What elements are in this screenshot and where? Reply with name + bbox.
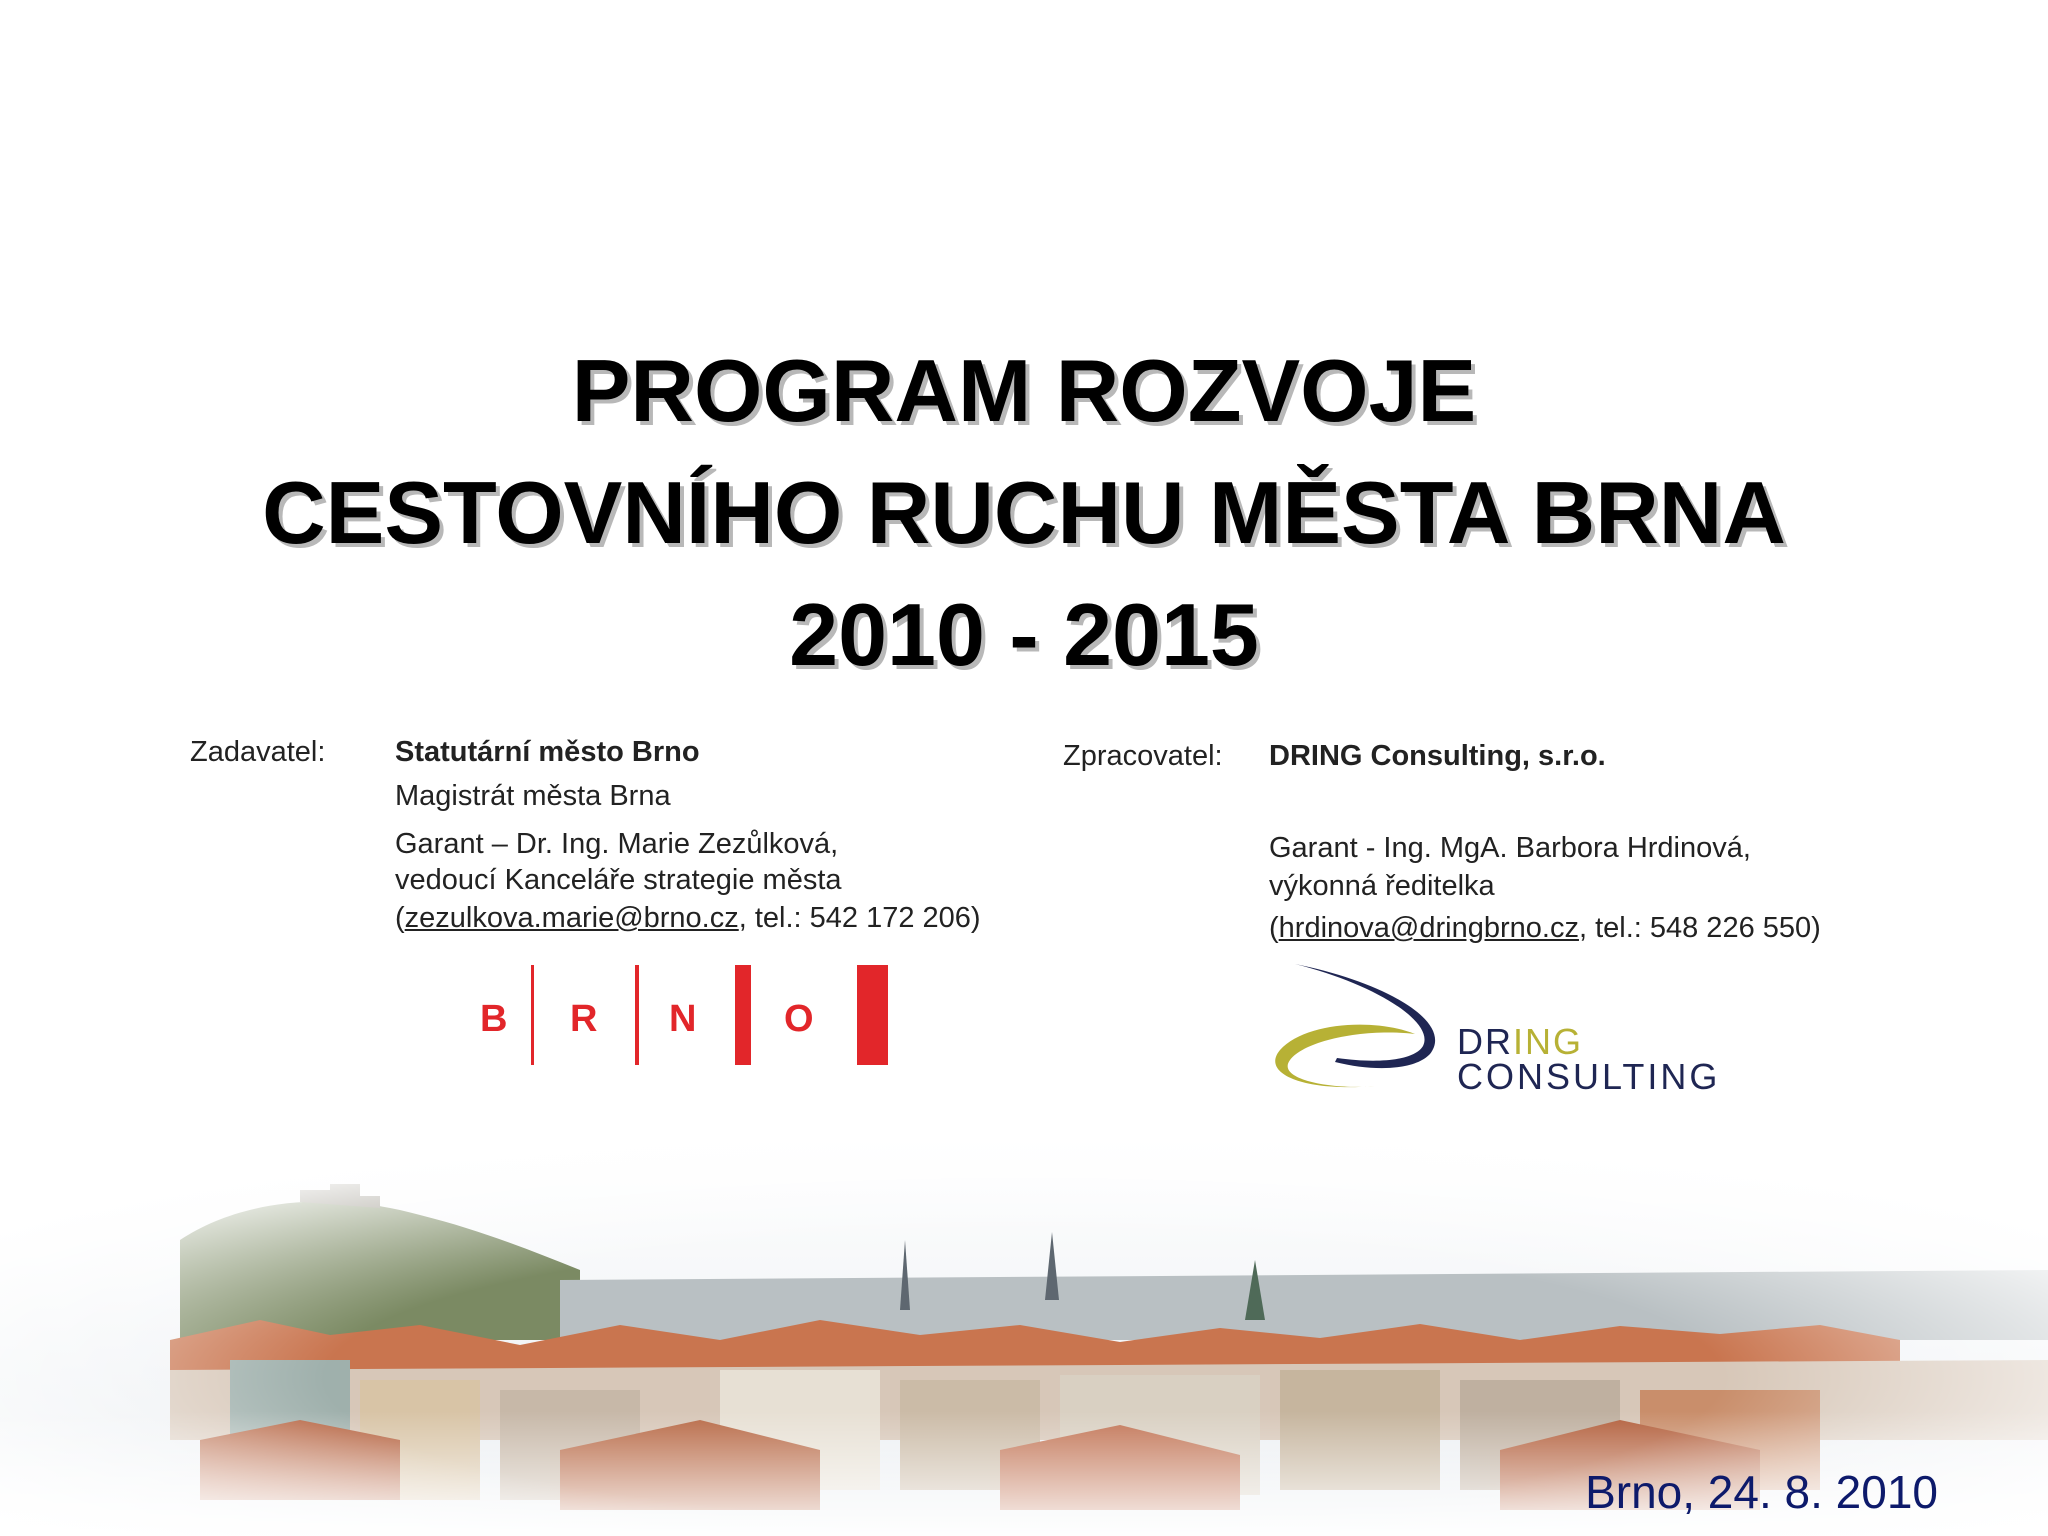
brno-logo-bar-1 bbox=[531, 965, 534, 1065]
client-block bbox=[190, 736, 1050, 936]
processor-email-link[interactable]: hrdinova@dringbrno.cz bbox=[1278, 912, 1579, 944]
processor-guarantor: Garant - Ing. MgA. Barbora Hrdinová, bbox=[1269, 832, 1751, 864]
brno-logo-letter-b: B bbox=[480, 998, 508, 1040]
brno-logo-bar-2 bbox=[635, 965, 639, 1065]
client-position: vedoucí Kanceláře strategie města bbox=[395, 864, 842, 896]
dring-logo-dr: DR bbox=[1457, 1021, 1513, 1062]
client-office: Magistrát města Brna bbox=[395, 780, 671, 812]
brno-logo-letter-r: R bbox=[570, 998, 598, 1040]
presentation-date: Brno, 24. 8. 2010 bbox=[1585, 1466, 1938, 1518]
title-line-3: 2010 - 2015 bbox=[789, 585, 1259, 684]
slide-title bbox=[0, 330, 2048, 696]
processor-phone: , tel.: 548 226 550) bbox=[1578, 912, 1821, 944]
processor-contact-open: ( bbox=[1269, 912, 1279, 944]
processor-block bbox=[1063, 740, 1963, 944]
processor-role-label: Zpracovatel: bbox=[1063, 740, 1223, 772]
title-line-1: PROGRAM ROZVOJE bbox=[571, 341, 1477, 440]
client-name: Statutární město Brno bbox=[395, 736, 700, 768]
client-email-link[interactable]: zezulkova.marie@brno.cz bbox=[404, 902, 739, 934]
brno-logo bbox=[460, 965, 890, 1067]
dring-swoosh-navy-icon bbox=[1295, 964, 1435, 1068]
processor-contact bbox=[1269, 912, 1821, 945]
brno-logo-letter-o: O bbox=[784, 998, 814, 1040]
brno-logo-bar-3 bbox=[735, 965, 751, 1065]
client-role-label: Zadavatel: bbox=[190, 736, 326, 768]
processor-position: výkonná ředitelka bbox=[1269, 870, 1495, 902]
brno-logo-letter-n: N bbox=[669, 998, 697, 1040]
client-contact-open: ( bbox=[395, 902, 405, 934]
dring-logo-ing: ING bbox=[1513, 1021, 1584, 1062]
client-phone: , tel.: 542 172 206) bbox=[738, 902, 981, 934]
dring-swoosh-olive-icon bbox=[1275, 1025, 1415, 1088]
processor-name: DRING Consulting, s.r.o. bbox=[1269, 740, 1606, 772]
dring-consulting-logo bbox=[1265, 962, 1865, 1102]
dring-logo-word-consulting: CONSULTING bbox=[1457, 1056, 1721, 1097]
title-line-2: CESTOVNÍHO RUCHU MĚSTA BRNA bbox=[262, 463, 1786, 562]
brno-logo-bar-4 bbox=[857, 965, 888, 1065]
client-contact bbox=[395, 902, 981, 935]
client-guarantor: Garant – Dr. Ing. Marie Zezůlková, bbox=[395, 828, 839, 860]
